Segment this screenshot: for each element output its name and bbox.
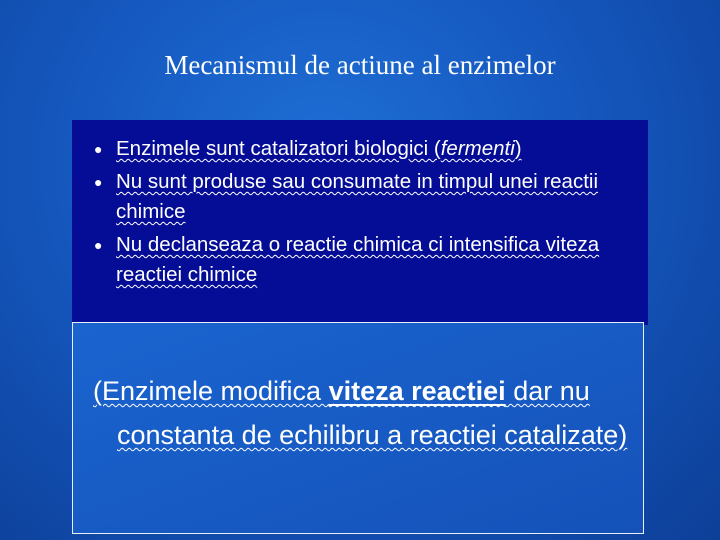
note-line1 <box>93 376 590 406</box>
bullet-text: Nu declanseaza o reactie chimica ci intensifica viteza reactiei chimice <box>116 233 600 286</box>
bullet-icon: ● <box>94 237 103 253</box>
bullet-box <box>72 120 648 325</box>
note-box <box>72 322 644 534</box>
bullet-text <box>116 137 522 160</box>
note-line2 <box>93 413 633 457</box>
note-part1: (Enzimele modifica <box>93 376 329 406</box>
note-text <box>93 369 633 457</box>
slide-title: Mecanismul de actiune al enzimelor <box>164 50 556 80</box>
bullet-text: Nu sunt produse sau consumate in timpul unei reactii chimice <box>116 170 599 223</box>
bullet-item <box>94 167 638 227</box>
bullet-icon: ● <box>94 141 103 157</box>
bullet-item <box>94 230 638 290</box>
note-part2: dar nu <box>505 376 590 406</box>
bullet-text-start: Enzimele sunt catalizatori biologici ( <box>116 137 441 160</box>
note-strong: viteza reactiei <box>328 376 506 406</box>
bullet-list <box>72 120 648 290</box>
bullet-text-end: ) <box>514 137 522 160</box>
bullet-emphasis: fermenti <box>440 137 515 160</box>
bullet-item <box>94 134 638 164</box>
bullet-icon: ● <box>94 174 103 190</box>
note-line2-text: constanta de echilibru a reactiei catalizate) <box>117 420 628 450</box>
